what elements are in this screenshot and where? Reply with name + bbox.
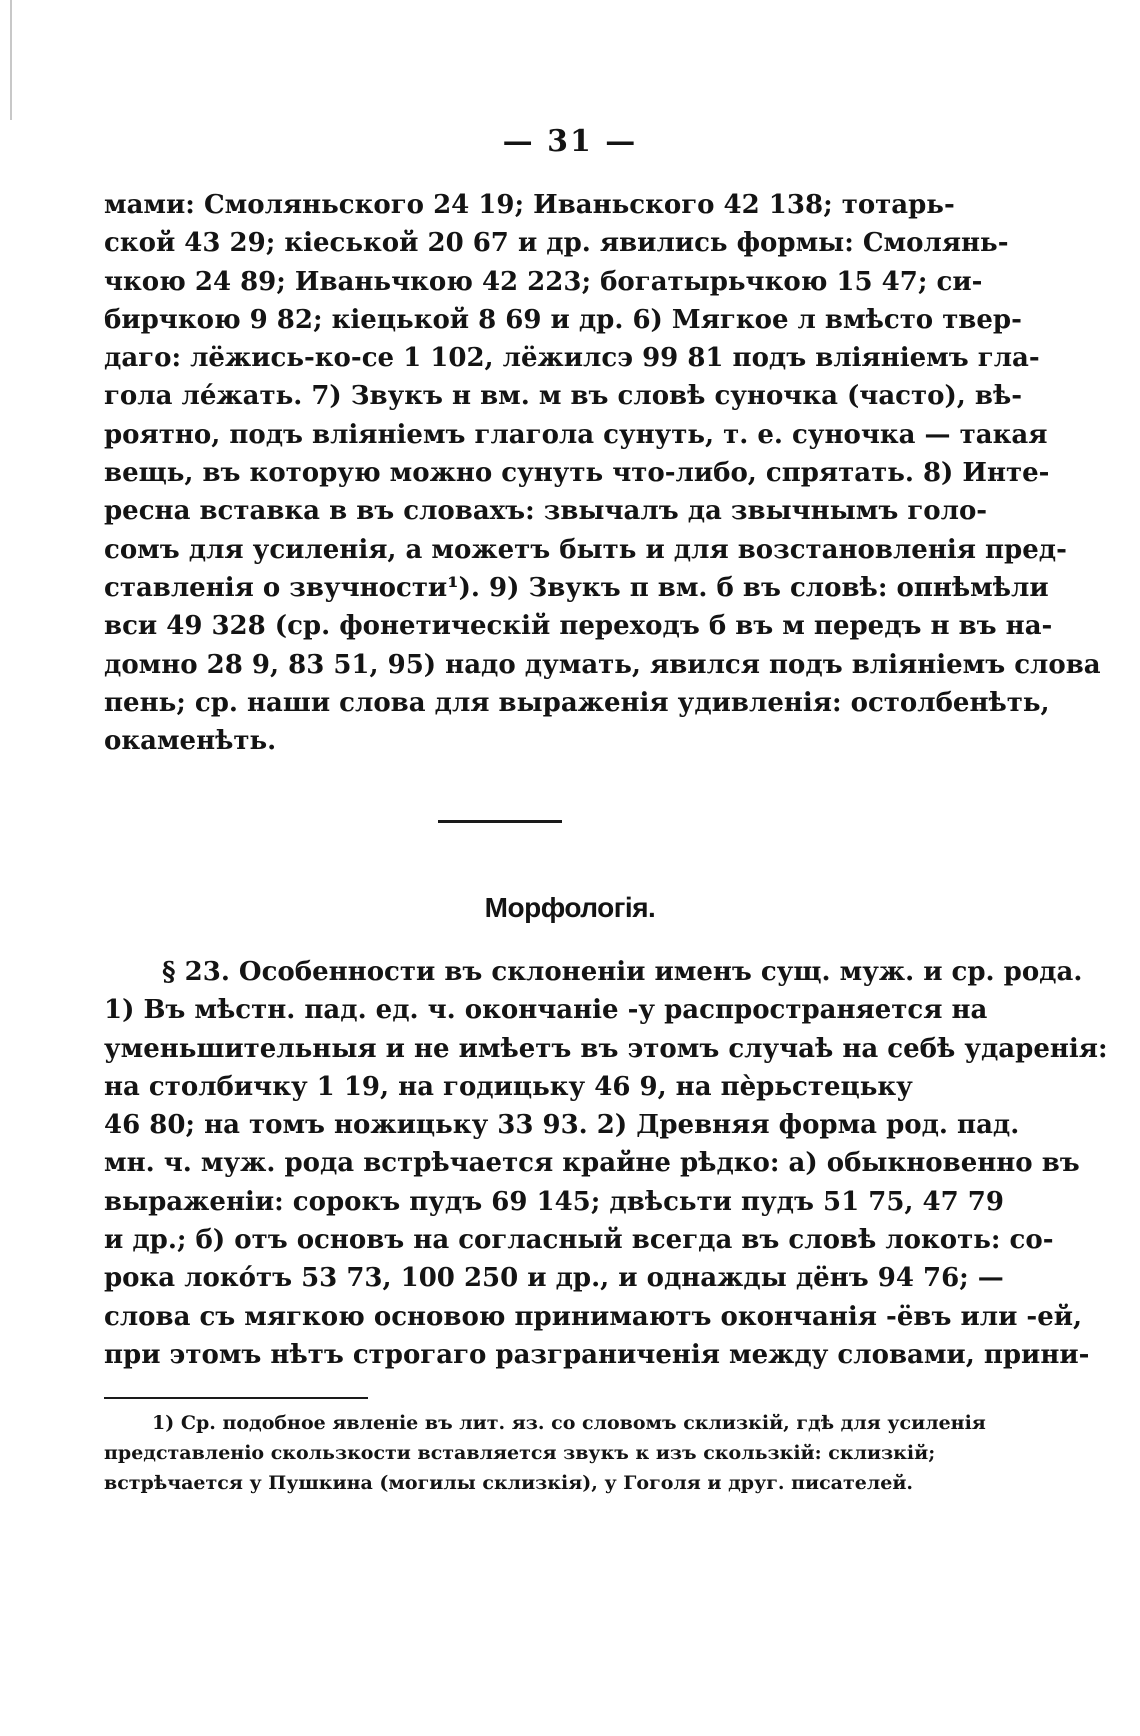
- footnote-rule: [104, 1397, 368, 1399]
- text-line: ставленія о звучности¹). 9) Звукъ п вм. б въ словѣ: опнѣмѣли: [104, 572, 1049, 603]
- text-line: на столбичку 1 19, на годицьку 46 9, на пѐрьстецьку: [104, 1071, 913, 1102]
- text-line: слова съ мягкою основою принимаютъ окончанія -ёвъ или -ей,: [104, 1301, 1083, 1332]
- text-line: и др.; б) отъ основъ на согласный всегда въ словѣ локоть: со-: [104, 1225, 1054, 1256]
- text-line: чкою 24 89; Иваньчкою 42 223; богатырьчкою 15 47; си-: [104, 266, 983, 297]
- footnote-line: встрѣчается у Пушкина (могилы склизкія), у Гоголя и друг. писателей.: [104, 1472, 914, 1494]
- text-line: уменьшительныя и не имѣетъ въ этомъ случаѣ на себѣ ударенія:: [104, 1033, 1108, 1064]
- footnote-line: представленіо скользкости вставляется звукъ к изъ скользкій: склизкій;: [104, 1442, 936, 1464]
- text-line: бирчкою 9 82; кіецькой 8 69 и др. 6) Мягкое л вмѣсто твер-: [104, 304, 1022, 335]
- text-line: домно 28 9, 83 51, 95) надо думать, явился подъ вліяніемъ слова: [104, 649, 1101, 680]
- text-line: пень; ср. наши слова для выраженія удивленія: остолбенѣть,: [104, 687, 1050, 718]
- morphology-paragraph: [104, 953, 1108, 1374]
- text-line: окаменѣть.: [104, 726, 277, 757]
- page-number: — 31 —: [502, 124, 638, 159]
- scan-edge-mark: [10, 0, 12, 120]
- text-line: сомъ для усиленія, а можетъ быть и для возстановленія пред-: [104, 534, 1067, 565]
- text-line: выраженіи: сорокъ пудъ 69 145; двѣсьти пудъ 51 75, 47 79: [104, 1186, 1004, 1217]
- text-line: ской 43 29; кіеськой 20 67 и др. явились формы: Смолянь-: [104, 228, 1009, 259]
- text-line: § 23. Особенности въ склоненіи именъ сущ. муж. и ср. рода.: [162, 957, 1083, 987]
- text-line: 1) Въ мѣстн. пад. ед. ч. окончаніе -у распространяется на: [104, 995, 988, 1026]
- text-line: гола ле́жать. 7) Звукъ н вм. м въ словѣ суночка (часто), вѣ-: [104, 381, 1023, 412]
- section-heading: Морфологія.: [484, 892, 656, 923]
- phonetics-paragraph: [104, 186, 1101, 760]
- text-line: мами: Смоляньского 24 19; Иваньского 42 138; тотарь-: [104, 190, 955, 220]
- text-line: даго: лёжись-ко-се 1 102, лёжилсэ 99 81 подъ вліяніемъ гла-: [104, 343, 1040, 374]
- text-line: мн. ч. муж. рода встрѣчается крайне рѣдко: а) обыкновенно въ: [104, 1148, 1080, 1179]
- text-line: рока локо́тъ 53 73, 100 250 и др., и однажды дёнъ 94 76; —: [104, 1263, 1004, 1294]
- text-line: при этомъ нѣтъ строгаго разграниченія между словами, прини-: [104, 1339, 1090, 1370]
- text-line: 46 80; на томъ ножицьку 33 93. 2) Древняя форма род. пад.: [104, 1110, 1020, 1141]
- section-divider: [438, 820, 562, 823]
- text-line: роятно, подъ вліяніемъ глагола сунуть, т. е. суночка — такая: [104, 419, 1048, 450]
- text-line: ресна вставка в въ словахъ: звычалъ да звычнымъ голо-: [104, 496, 988, 527]
- footnote-line: 1) Ср. подобное явленіе въ лит. яз. со словомъ склизкій, гдѣ для усиленія: [152, 1412, 986, 1434]
- footnote: [104, 1408, 986, 1498]
- text-line: вещь, въ которую можно сунуть что-либо, спрятать. 8) Инте-: [104, 458, 1050, 489]
- text-line: вси 49 328 (ср. фонетическій переходъ б въ м передъ н въ на-: [104, 611, 1053, 642]
